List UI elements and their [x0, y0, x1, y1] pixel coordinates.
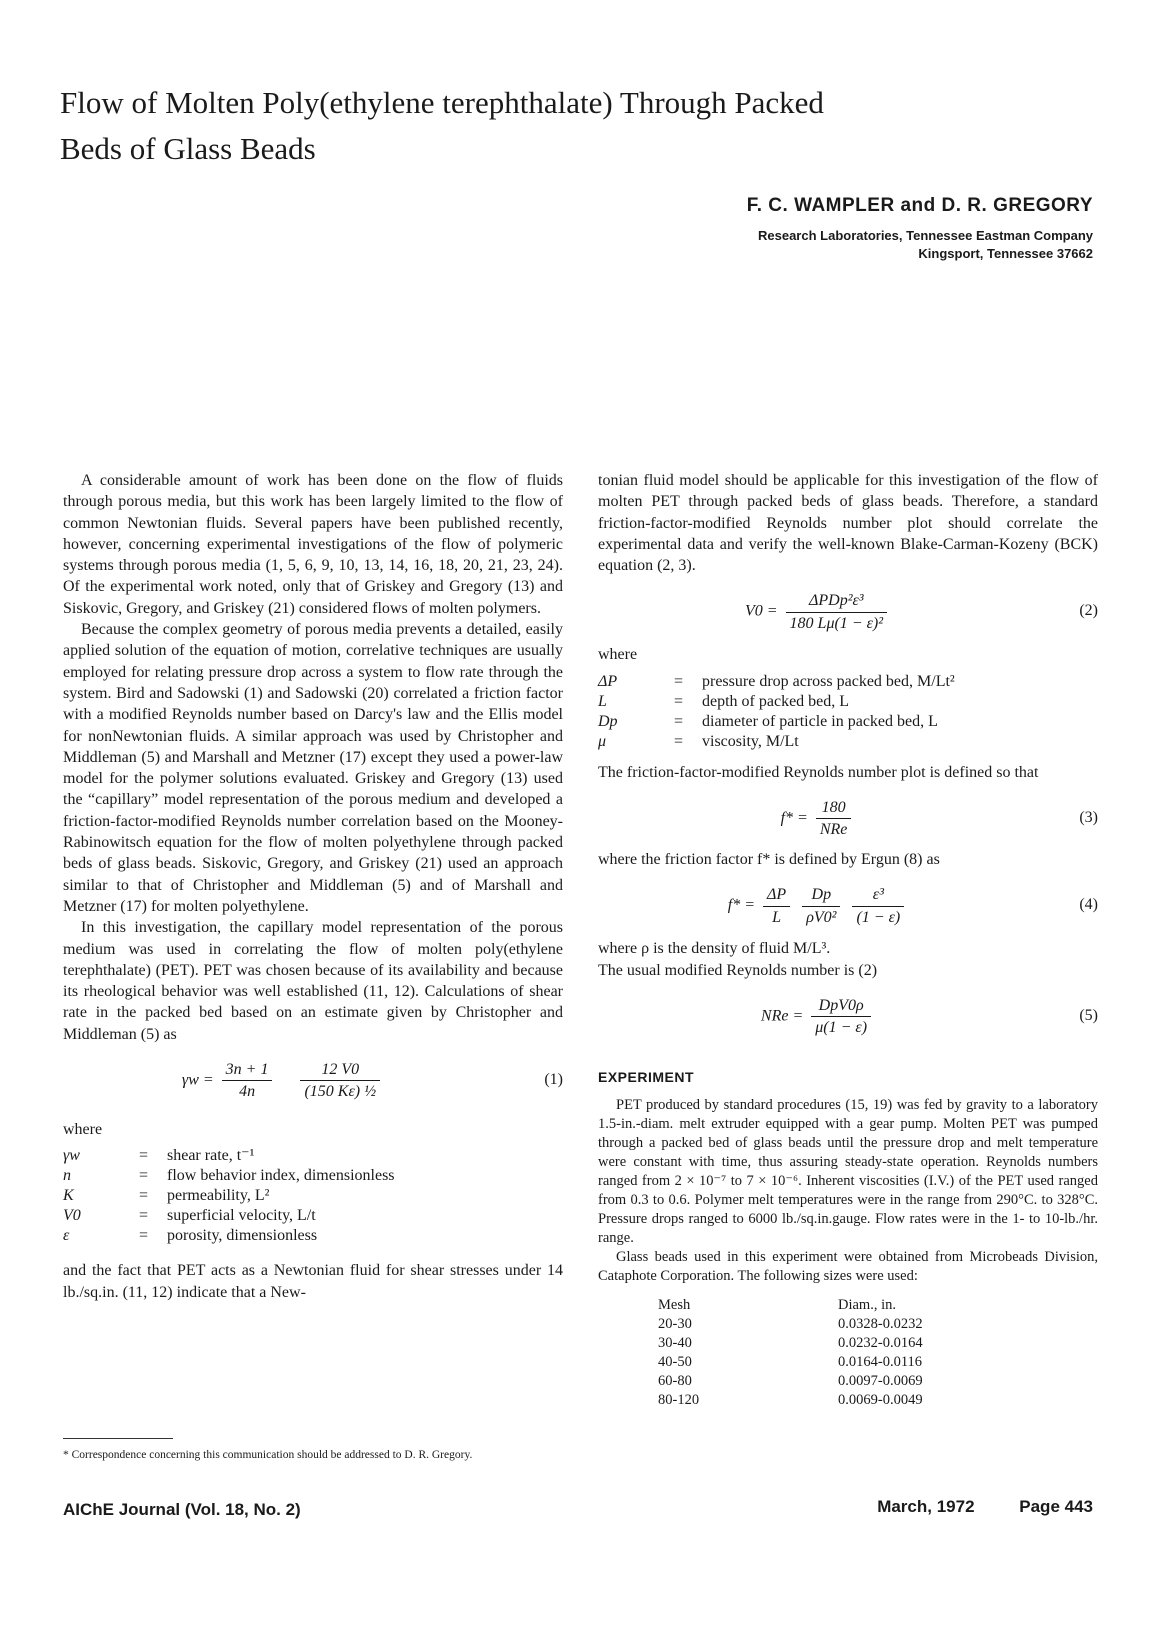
definition-row	[63, 1166, 401, 1186]
paragraph-intro: A considerable amount of work has been done on the flow of fluids through porous media, but this work has been largely limited to the flow of common Newtonian fluids. Several papers have been published recently, however, concerning experimental investigations of the flow of polymeric systems through porous media (1, 5, 6, 9, 10, 13, 14, 16, 18, 20, 21, 23, 24). Of the experimental work noted, only that of Griskey and Gregory (13) and Siskovic, Gregory, and Griskey (21) considered flows of molten polymers.	[63, 472, 563, 617]
journal-citation: AIChE Journal (Vol. 18, No. 2)	[63, 1500, 301, 1519]
eq3-fraction	[816, 797, 852, 841]
mesh-cell: 30-40	[658, 1335, 692, 1352]
affiliation-line-2: Kingsport, Tennessee 37662	[918, 246, 1093, 261]
footnote: * Correspondence concerning this communication should be addressed to D. R. Gregory.	[63, 1449, 473, 1461]
eq4-fraction-a	[763, 884, 790, 928]
eq5-number: (5)	[1079, 1006, 1098, 1024]
author-block	[747, 195, 1093, 263]
table-row	[658, 1334, 923, 1353]
table-row	[658, 1372, 923, 1391]
mesh-cell: 20-30	[658, 1316, 692, 1333]
eq4-lhs: f* =	[727, 896, 756, 914]
eq4-a-denominator: L	[772, 908, 782, 926]
equation-4	[598, 876, 1098, 932]
column-header-diameter: Diam., in.	[838, 1297, 896, 1314]
table-row	[658, 1353, 923, 1372]
paragraph-glass-beads: Glass beads used in this experiment were obtained from Microbeads Division, Cataphote Corporation. The following sizes were used:	[598, 1249, 1098, 1285]
eq4-c-denominator: (1 − ε)	[856, 908, 901, 926]
def-equals: =	[139, 1227, 149, 1245]
mesh-table	[658, 1296, 923, 1410]
definitions-1	[63, 1146, 401, 1246]
def-equals: =	[674, 732, 684, 750]
eq1-f2-numerator: 12 V0	[300, 1059, 380, 1081]
diameter-cell: 0.0232-0.0164	[838, 1335, 923, 1352]
definition-row	[598, 692, 961, 712]
def-symbol: n	[63, 1167, 71, 1185]
eq1-fraction-2	[300, 1059, 380, 1103]
paragraph-friction-factor: where the friction factor f* is defined by Ergun (8) as	[598, 851, 940, 869]
footer-right	[837, 1497, 1093, 1517]
equation-5	[598, 987, 1098, 1043]
publication-date: March, 1972	[877, 1497, 975, 1516]
def-text: permeability, L²	[167, 1187, 270, 1205]
eq4-fraction-c	[852, 884, 904, 928]
eq1-f1-denominator: 4n	[239, 1083, 256, 1101]
definition-row	[598, 672, 961, 692]
diameter-cell: 0.0097-0.0069	[838, 1373, 923, 1390]
eq1-lhs: γw =	[181, 1071, 214, 1089]
def-text: viscosity, M/Lt	[702, 732, 799, 750]
eq2-fraction	[786, 590, 887, 634]
eq1-f2-denominator: (150 Kε) ½	[304, 1083, 377, 1101]
authors: F. C. WAMPLER and D. R. GREGORY	[746, 195, 1093, 216]
def-symbol: μ	[598, 732, 607, 750]
def-text: flow behavior index, dimensionless	[167, 1167, 395, 1185]
mesh-table-header	[658, 1296, 923, 1315]
eq5-lhs: NRe =	[760, 1007, 804, 1025]
equation-1	[63, 1051, 563, 1113]
equation-2	[598, 582, 1098, 638]
paragraph-density: where ρ is the density of fluid M/L³.	[598, 940, 831, 958]
mesh-cell: 40-50	[658, 1354, 692, 1371]
eq3-lhs: f* =	[780, 809, 808, 827]
def-equals: =	[139, 1167, 149, 1185]
def-equals: =	[139, 1187, 149, 1205]
paragraph-reynolds: The usual modified Reynolds number is (2)	[598, 961, 878, 979]
eq2-number: (2)	[1079, 602, 1098, 620]
paragraph-continuation: tonian fluid model should be applicable for this investigation of the flow of molten PET through packed beds of glass beads. Therefore, a standard friction-factor-modified Reynolds number plot should correlate the experimental data and verify the well-known Blake-Carman-Kozeny (BCK) equation (2, 3).	[598, 472, 1098, 575]
diameter-cell: 0.0328-0.0232	[838, 1316, 923, 1333]
def-symbol: γw	[63, 1147, 80, 1165]
def-text: porosity, dimensionless	[167, 1227, 318, 1245]
def-symbol: Dp	[598, 712, 618, 730]
eq1-fraction-1	[222, 1059, 273, 1103]
def-equals: =	[674, 692, 684, 710]
definition-row	[598, 712, 961, 732]
definition-row	[63, 1146, 401, 1166]
paragraph-plot-definition: The friction-factor-modified Reynolds number plot is defined so that	[598, 763, 1039, 781]
eq5-numerator: DpV0ρ	[811, 995, 871, 1017]
def-symbol: ε	[63, 1227, 70, 1245]
eq4-number: (4)	[1079, 896, 1098, 914]
def-symbol: ΔP	[598, 672, 618, 690]
paragraph-investigation: In this investigation, the capillary model representation of the porous medium was used in correlating the flow of molten poly(ethylene terephthalate) (PET). PET was chosen because of its availability and because its rheological behavior was well established (11, 12). Calculations of shear rate in the packed bed based on an estimate given by Christopher and Middleman (5) as	[63, 919, 563, 1043]
diameter-cell: 0.0069-0.0049	[838, 1392, 923, 1409]
def-text: shear rate, t⁻¹	[167, 1147, 255, 1165]
eq4-fraction-b	[802, 884, 840, 928]
def-text: pressure drop across packed bed, M/Lt²	[702, 672, 955, 690]
def-symbol: L	[598, 692, 607, 710]
eq1-number: (1)	[544, 1071, 563, 1089]
definitions-2	[598, 672, 961, 752]
where-label-2: where	[598, 646, 638, 664]
table-row	[658, 1315, 923, 1334]
eq4-b-numerator: Dp	[802, 884, 840, 906]
eq2-lhs: V0 =	[744, 602, 778, 620]
paragraph-newtonian: and the fact that PET acts as a Newtonian fluid for shear stresses under 14 lb./sq.in. (11, 12) indicate that a New-	[63, 1262, 563, 1301]
paragraph-background: Because the complex geometry of porous media prevents a detailed, easily applied solution of the equation of motion, correlative techniques are usually employed for relating pressure drop across a system to flow rate through the system. Bird and Sadowski (1) and Sadowski (20) correlated a friction factor with a modified Reynolds number based on Darcy's law and the Ellis model for nonNewtonian fluids. A similar approach was used by Christopher and Middleman (5) and Marshall and Metzner (17) except they used a power-law model for the polymer solutions evaluated. Griskey and Gregory (13) used the “capillary” model representation of the porous medium and developed a friction-factor-modified Reynolds number correlation based on the Mooney-Rabinowitsch equation for the flow of molten polyethylene through packed beds of glass beads. Siskovic, Gregory, and Griskey (21) used an approach similar to that of Christopher and Middleman (5) and of Marshall and Metzner (17) for molten polyethylene.	[63, 621, 563, 915]
section-heading-experiment: EXPERIMENT	[598, 1068, 695, 1085]
paragraph-experiment: PET produced by standard procedures (15, 19) was fed by gravity to a laboratory 1.5-in.-diam. melt extruder equipped with a gear pump. Molten PET was pumped through a packed bed of glass beads until the pressure drop and melt temperature were constant with time, thus assuring steady-state operation. Reynolds numbers ranged from 2 × 10⁻⁷ to 7 × 10⁻⁶. Inherent viscosities (I.V.) of the PET used ranged from 0.3 to 0.6. Polymer melt temperatures were in the range from 290°C. to 328°C. Pressure drops ranged to 6000 lb./sq.in.gauge. Flow rates were in the 1- to 10-lb./hr. range.	[598, 1097, 1098, 1247]
diameter-cell: 0.0164-0.0116	[838, 1354, 923, 1371]
left-column	[63, 470, 563, 1303]
def-equals: =	[674, 672, 684, 690]
affiliation-line-1: Research Laboratories, Tennessee Eastman Company	[758, 228, 1093, 243]
equation-3	[598, 789, 1098, 843]
right-column	[598, 470, 1098, 1410]
def-equals: =	[139, 1147, 149, 1165]
where-label-1: where	[63, 1121, 103, 1139]
eq5-denominator: μ(1 − ε)	[815, 1019, 868, 1037]
eq3-denominator: NRe	[819, 821, 848, 839]
eq1-f1-numerator: 3n + 1	[222, 1059, 273, 1081]
mesh-cell: 80-120	[658, 1392, 700, 1409]
paper-title: Flow of Molten Poly(ethylene terephthalate) Through Packed Beds of Glass Beads	[60, 85, 824, 166]
def-equals: =	[139, 1207, 149, 1225]
def-equals: =	[674, 712, 684, 730]
table-row	[658, 1391, 923, 1410]
eq3-number: (3)	[1079, 809, 1098, 827]
eq5-fraction	[811, 995, 871, 1039]
page-number: Page 443	[1019, 1497, 1093, 1516]
eq2-denominator: 180 Lμ(1 − ε)²	[789, 614, 884, 632]
eq3-numerator: 180	[816, 797, 852, 819]
def-text: diameter of particle in packed bed, L	[702, 712, 938, 730]
mesh-cell: 60-80	[658, 1373, 692, 1390]
def-symbol: K	[63, 1187, 74, 1205]
definition-row	[63, 1226, 401, 1246]
def-text: depth of packed bed, L	[702, 692, 850, 710]
eq4-a-numerator: ΔP	[763, 884, 790, 906]
def-symbol: V0	[63, 1207, 81, 1225]
definition-row	[63, 1206, 401, 1226]
eq2-numerator: ΔPDp²ε³	[786, 590, 887, 612]
affiliation	[747, 227, 1093, 263]
definition-row	[598, 732, 961, 752]
def-text: superficial velocity, L/t	[167, 1207, 316, 1225]
eq4-b-denominator: ρV0²	[806, 908, 837, 926]
definition-row	[63, 1186, 401, 1206]
column-header-mesh: Mesh	[658, 1297, 691, 1314]
eq4-c-numerator: ε³	[852, 884, 904, 906]
footnote-rule	[63, 1438, 173, 1439]
